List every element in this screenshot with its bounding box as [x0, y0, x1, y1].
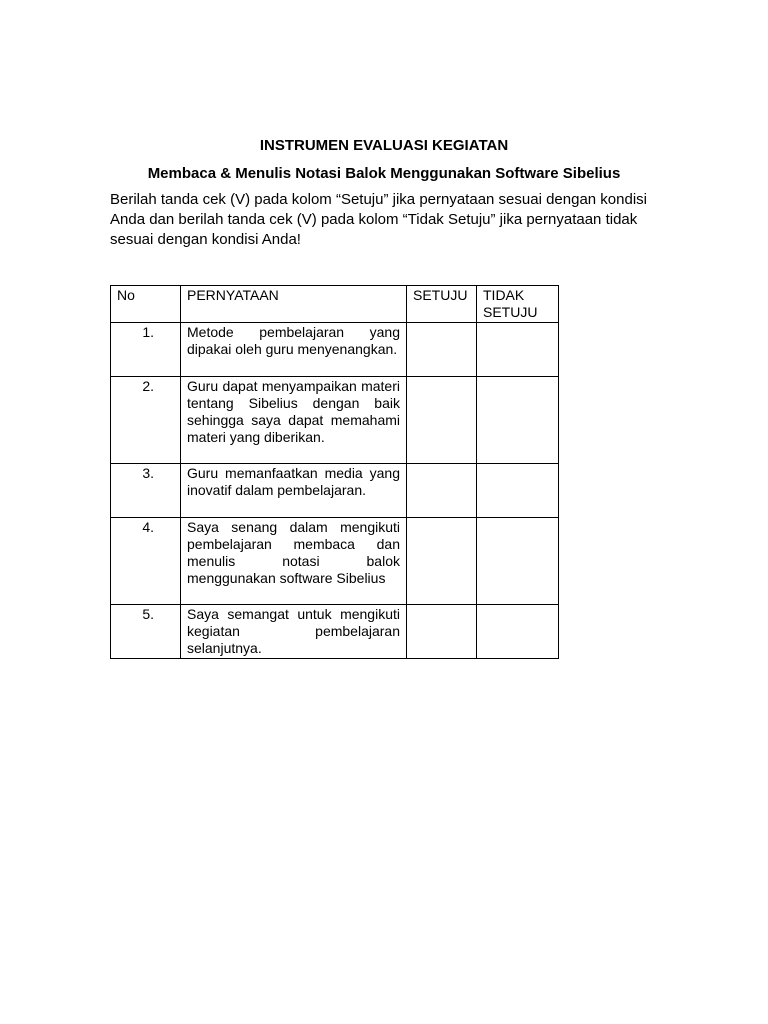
row-statement: Saya senang dalam mengikuti pembelajaran membaca dan menulis notasi balok menggunakan software Sibelius	[181, 518, 407, 605]
instruction-paragraph: Berilah tanda cek (V) pada kolom “Setuju” jika pernyataan sesuai dengan kondisi Anda dan berilah tanda cek (V) pada kolom “Tidak Setuju” jika pernyataan tidak sesuai dengan kondisi Anda!	[110, 191, 647, 248]
row-statement: Guru memanfaatkan media yang inovatif dalam pembelajaran.	[181, 464, 407, 518]
agree-cell[interactable]	[407, 605, 477, 659]
agree-cell[interactable]	[407, 464, 477, 518]
table-row	[111, 323, 559, 377]
disagree-cell[interactable]	[477, 323, 559, 377]
header-no: No	[111, 286, 181, 323]
agree-cell[interactable]	[407, 323, 477, 377]
table-row	[111, 464, 559, 518]
evaluation-table	[110, 285, 559, 659]
row-statement: Saya semangat untuk mengikuti kegiatan pembelajaran selanjutnya.	[181, 605, 407, 659]
agree-cell[interactable]	[407, 377, 477, 464]
header-statement: PERNYATAAN	[181, 286, 407, 323]
row-statement: Metode pembelajaran yang dipakai oleh guru menyenangkan.	[181, 323, 407, 377]
disagree-cell[interactable]	[477, 464, 559, 518]
header-agree: SETUJU	[407, 286, 477, 323]
agree-cell[interactable]	[407, 518, 477, 605]
disagree-cell[interactable]	[477, 518, 559, 605]
row-number: 5.	[111, 605, 181, 659]
disagree-cell[interactable]	[477, 605, 559, 659]
row-number: 2.	[111, 377, 181, 464]
table-header-row	[111, 286, 559, 323]
document-subtitle: Membaca & Menulis Notasi Balok Menggunakan Software Sibelius	[147, 165, 621, 182]
document-title: INSTRUMEN EVALUASI KEGIATAN	[259, 137, 509, 154]
row-number: 1.	[111, 323, 181, 377]
table-row	[111, 605, 559, 659]
disagree-cell[interactable]	[477, 377, 559, 464]
table-row	[111, 377, 559, 464]
row-number: 4.	[111, 518, 181, 605]
table-row	[111, 518, 559, 605]
header-disagree: TIDAK SETUJU	[477, 286, 559, 323]
row-statement: Guru dapat menyampaikan materi tentang Sibelius dengan baik sehingga saya dapat memahami materi yang diberikan.	[181, 377, 407, 464]
row-number: 3.	[111, 464, 181, 518]
